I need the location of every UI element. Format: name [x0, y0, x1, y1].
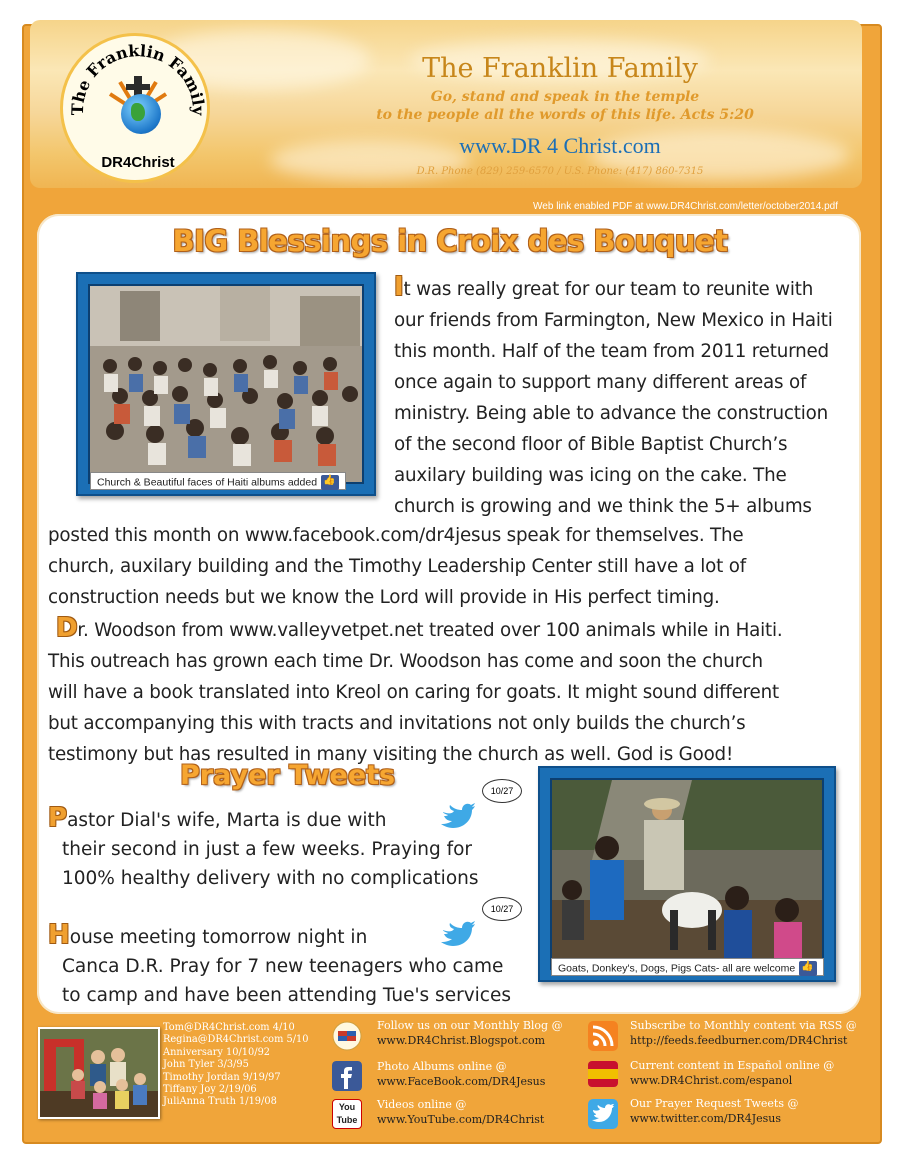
verse-line-2: to the people all the words of this life. Acts 5:20	[376, 107, 754, 123]
rss-icon[interactable]	[588, 1021, 618, 1051]
contact-child-birthday: Timothy Jordan 9/19/97	[163, 1071, 281, 1083]
paragraph-1-line-1	[394, 272, 854, 305]
facebook-like-icon[interactable]	[321, 475, 339, 490]
tweet2-text-2: Canca D.R. Pray for 7 new teenagers who came	[62, 956, 504, 977]
para1-text-2: this month. Half of the team from 2011 returned	[394, 341, 829, 362]
rss-label: Subscribe to Monthly content via RSS @	[630, 1019, 857, 1032]
logo	[60, 33, 210, 183]
para1-text-3: once again to support many different areas of	[394, 372, 807, 393]
article-headline: BIG Blessings in Croix des Bouquet	[172, 224, 728, 258]
logo-subtitle: DR4Christ	[101, 154, 175, 171]
rss-link-block[interactable]	[630, 1019, 870, 1048]
tweet-2-date-bubble: 10/27	[482, 897, 522, 921]
spain-flag-icon[interactable]	[588, 1061, 618, 1087]
rss-url[interactable]: http://feeds.feedburner.com/DR4Christ	[630, 1033, 848, 1047]
animals-photo-frame[interactable]	[538, 766, 836, 982]
church-photo	[88, 284, 364, 484]
contact-date: 4/10	[272, 1022, 295, 1033]
tweets-label: Our Prayer Request Tweets @	[630, 1097, 799, 1110]
contact-regina-email[interactable]: Regina@DR4Christ.com	[163, 1034, 284, 1046]
videos-link-block[interactable]	[377, 1098, 597, 1127]
contact-child-birthday: John Tyler 3/3/95	[163, 1059, 249, 1071]
animals-photo	[550, 778, 824, 970]
contact-list	[163, 1022, 323, 1109]
para1-text-6: auxilary building was icing on the cake. The	[394, 465, 787, 486]
spanish-label: Current content in Español online @	[630, 1059, 835, 1072]
globe-icon	[121, 94, 161, 134]
svg-text:The Franklin Family: The Franklin Family	[67, 41, 209, 116]
blog-url[interactable]: www.DR4Christ.Blogspot.com	[377, 1033, 546, 1047]
phone-numbers: D.R. Phone (829) 259-6570 / U.S. Phone: (417) 860-7315	[416, 166, 704, 177]
drop-cap-h: H	[48, 920, 70, 950]
facebook-like-icon[interactable]	[799, 961, 817, 976]
para2-text-first: r. Woodson from www.valleyvetpet.net treated over 100 animals while in Haiti.	[77, 620, 783, 641]
tweet-1-date-bubble: 10/27	[482, 779, 522, 803]
tweet2-text-1: ouse meeting tomorrow night in	[69, 927, 368, 948]
contact-row[interactable]	[163, 1022, 323, 1034]
prayer-tweets-headline: Prayer Tweets	[180, 760, 396, 791]
blog-icon[interactable]	[332, 1021, 362, 1051]
contact-anniversary: Anniversary 10/10/92	[163, 1046, 271, 1058]
albums-url[interactable]: www.FaceBook.com/DR4Jesus	[377, 1074, 546, 1088]
spanish-url[interactable]: www.DR4Christ.com/espanol	[630, 1073, 793, 1087]
para2-text-3: testimony but has resulted in many visiting the church as well. God is Good!	[48, 744, 734, 765]
family-photo-image	[40, 1029, 158, 1117]
tweet1-text-1: astor Dial's wife, Marta is due with	[67, 810, 387, 831]
youtube-icon[interactable]	[332, 1099, 362, 1129]
paragraph-1-wide	[48, 520, 868, 770]
videos-label: Videos online @	[377, 1098, 467, 1111]
twitter-icon[interactable]	[588, 1099, 618, 1129]
para2-text-2: but accompanying this with tracts and invitations not only builds the church’s	[48, 713, 746, 734]
albums-label: Photo Albums online @	[377, 1060, 507, 1073]
contact-row[interactable]	[163, 1034, 323, 1046]
tweet2-text-3: to camp and have been attending Tue's services	[62, 985, 511, 1006]
para1-text-0: t was really great for our team to reunite with	[403, 279, 814, 300]
blog-link-block[interactable]	[377, 1019, 597, 1048]
tweet-1	[48, 804, 508, 893]
animals-photo-caption-text: Goats, Donkey's, Dogs, Pigs Cats- all are welcome	[558, 962, 796, 975]
para2-text-0: This outreach has grown each time Dr. Woodson has come and soon the church	[48, 651, 763, 672]
tweets-link-block[interactable]	[630, 1097, 870, 1126]
drop-cap-i: I	[394, 272, 404, 302]
videos-url[interactable]: www.YouTube.com/DR4Christ	[377, 1112, 545, 1126]
animals-photo-caption[interactable]	[551, 958, 824, 976]
paragraph-1-narrow	[394, 272, 854, 522]
family-photo	[38, 1027, 160, 1119]
tweet-2-line-1	[48, 921, 538, 952]
contact-tom-email[interactable]: Tom@DR4Christ.com	[163, 1022, 270, 1033]
contact-child-birthday: Tiffany Joy 2/19/06	[163, 1084, 257, 1096]
drop-cap-d: D	[56, 613, 78, 643]
blog-label: Follow us on our Monthly Blog @	[377, 1019, 563, 1032]
scripture-verse	[330, 88, 800, 124]
tweet1-text-2: their second in just a few weeks. Praying for	[62, 839, 473, 860]
church-photo-caption[interactable]	[90, 472, 346, 490]
para1-text-1: our friends from Farmington, New Mexico in Haiti	[394, 310, 833, 331]
pdf-weblink[interactable]: Web link enabled PDF at www.DR4Christ.com/letter/october2014.pdf	[533, 201, 838, 212]
paragraph-2-line-1	[48, 613, 868, 646]
contact-child-birthday: JuliAnna Truth 1/19/08	[163, 1096, 277, 1108]
para1-text-7: church is growing and we think the 5+ albums	[394, 496, 812, 517]
tweet1-text-3: 100% healthy delivery with no complications	[62, 868, 479, 889]
church-photo-caption-text: Church & Beautiful faces of Haiti albums added	[97, 476, 318, 489]
animals-photo-image	[552, 780, 824, 970]
spanish-link-block[interactable]	[630, 1059, 870, 1088]
para1-wide-1: church, auxilary building and the Timothy Leadership Center still have a lot of	[48, 556, 746, 577]
para2-text-1: will have a book translated into Kreol on caring for goats. It might sound different	[48, 682, 779, 703]
church-photo-frame[interactable]	[76, 272, 376, 496]
para1-wide-2: construction needs but we know the Lord will provide in His perfect timing.	[48, 587, 720, 608]
para1-wide-0: posted this month on www.facebook.com/dr4jesus speak for themselves. The	[48, 525, 744, 546]
tweet-2	[48, 921, 538, 1010]
newsletter-title: The Franklin Family	[422, 53, 698, 84]
verse-line-1: Go, stand and speak in the temple	[430, 89, 700, 105]
para1-text-4: ministry. Being able to advance the construction	[394, 403, 828, 424]
facebook-icon[interactable]	[332, 1061, 362, 1091]
drop-cap-p: P	[48, 803, 68, 833]
tweets-url[interactable]: www.twitter.com/DR4Jesus	[630, 1111, 782, 1125]
youtube-icon-label: You Tube	[336, 1102, 358, 1125]
website-link[interactable]: www.DR 4 Christ.com	[459, 133, 661, 158]
church-photo-image	[90, 286, 364, 484]
tweet-1-line-1	[48, 804, 508, 835]
albums-link-block[interactable]	[377, 1060, 597, 1089]
contact-date: 5/10	[286, 1034, 309, 1046]
para1-text-5: of the second floor of Bible Baptist Church’s	[394, 434, 788, 455]
